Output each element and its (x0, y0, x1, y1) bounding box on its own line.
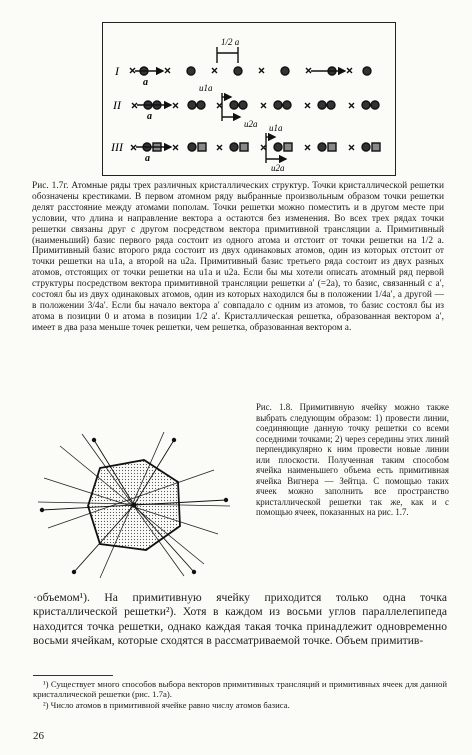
page-number: 26 (33, 730, 44, 742)
body-paragraph: ·объемом¹). На примитивную ячейку приходится только одна точка кристаллической решетки²). Хотя в каждом из восьми углов параллелепипеда находится точка решетки, однако каждая такая точка принадлежит одновременно восьми ячейкам, которые сходятся в рассматриваемой точке. Объем примитив- (33, 591, 447, 648)
row-label-1: I (115, 64, 119, 78)
row-2-marks (132, 93, 379, 121)
row-label-3: III (111, 140, 123, 154)
footnote-divider (33, 675, 113, 676)
footnote-1: ¹) Существует много способов выбора векторов примитивных трансляций и примитивных ячеек для данной кристаллической решетки (рис. 1.7а). (33, 679, 447, 700)
vector-a-row1: a (143, 77, 148, 88)
row-3-marks (131, 133, 380, 163)
figure-wigner-seitz (34, 430, 234, 580)
footnotes (33, 679, 447, 710)
row-label-2: II (113, 98, 121, 112)
half-distance-label: 1/2 a (221, 37, 240, 47)
wigner-seitz-drawing (34, 430, 234, 580)
vector-a-row2: a (147, 111, 152, 122)
vector-u1a-row2: u1a (199, 83, 213, 93)
vector-u2a-row2: u2a (244, 119, 258, 129)
vector-u1a-row3: u1a (269, 123, 283, 133)
figure-atomic-rows (102, 22, 396, 176)
row-1-marks (130, 47, 371, 75)
figure-1-8-caption: Рис. 1.8. Примитивную ячейку можно также выбрать следующим образом: 1) провести линии, соединяющие данную точку решетки со всеми соседними точками; 2) через середины этих линий перпендикулярно к ним провести новые линии или плоскости. Полученная таким способом ячейка наименьшего объема есть примитивная ячейка Вигнера — Зейтца. С помощью таких ячеек можно заполнить все пространство кристаллической решетки так же, как и с помощью ячеек, показанных на рис. 1.7. (256, 402, 449, 517)
atomic-rows-drawing (103, 23, 395, 175)
footnote-2: ²) Число атомов в примитивной ячейке равно числу атомов базиса. (43, 699, 290, 710)
vector-a-row3: a (145, 153, 150, 164)
vector-u2a-row3: u2a (271, 163, 285, 173)
figure-1-7-caption: Рис. 1.7г. Атомные ряды трех различных кристаллических структур. Точки кристаллической решетки обозначены крестиками. В первом атомном ряду выбранные произвольным образом точки решетки делят расстояние между атомами пополам. Точки решетки можно поместить и в другом месте при условии, что длина и направление вектора a остаются без изменения. Во всех трех рядах точки решетки связаны друг с другом посредством вектора примитивной трансляции a. Примитивный (наименьший) базис первого ряда состоит из одного атома и отстоит от точки решетки на 1/2 a. Примитивный базис второго ряда состоит из двух одинаковых атомов, один из которых отстоит от точки решетки на u1a, а второй на u2a. Примитивный базис третьего ряда состоит из двух разных атомов, отстоящих от точки решетки на u1a и u2a. Если бы мы хотели описать атомный ряд первой структуры посредством вектора примитивной трансляции решетки a′ (=2a), то базис, связанный с a′, состоял бы из двух одинаковых атомов, один из которых находился бы в положении 1/4a′, а другой — в положении 3/4a′. Если бы начало вектора a′ совпадало с одним из атомов, то базис состоял бы из атома в позиции 0 и атома в позиции 1/2 a′. Кристаллическая решетка, образованная вектором a′, имеет в два раза меньше точек решетки, чем решетка, образованная вектором a. (32, 181, 444, 333)
lattice-points (40, 438, 228, 574)
